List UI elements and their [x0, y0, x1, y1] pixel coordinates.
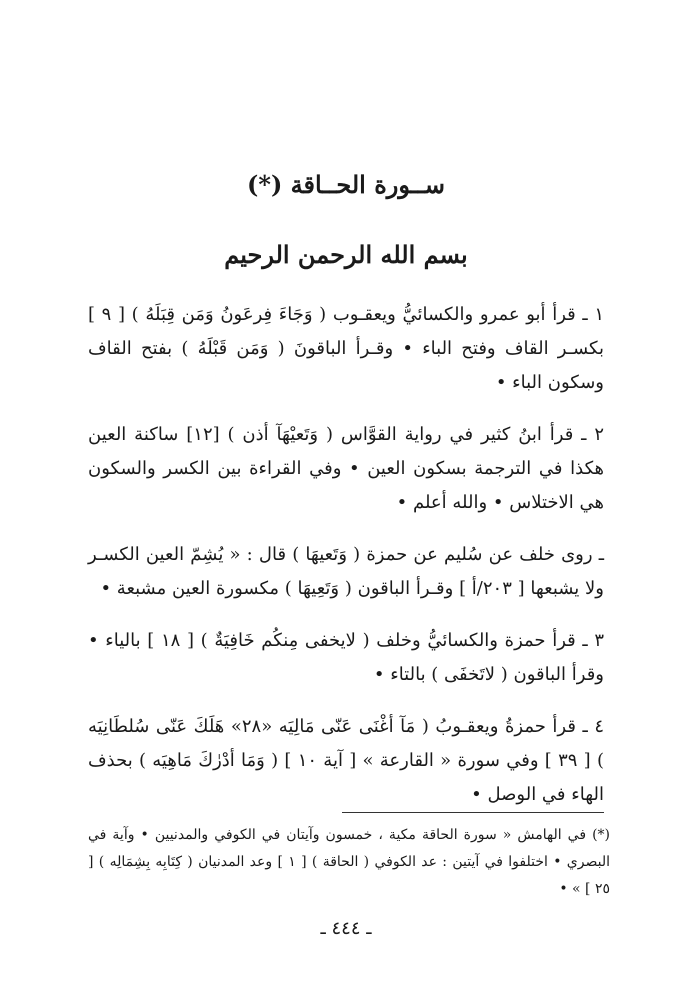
main-text	[88, 298, 604, 830]
basmala-heading: بسم الله الرحمن الرحيم	[224, 240, 468, 269]
footnote-divider	[342, 812, 604, 813]
paragraph-5: ٤ ـ قرأ حمزةُ ويعقـوبُ ( مَآ أغْنَى عَنّى مَالِيَه «٢٨» هَلَكَ عَنّى سُلطَانِيَه ) [ ٣٩ ] وفي سورة « القارعة » [ آية ١٠ ] ( وَمَا أدْرٰكَ مَاهِيَه ) بحذف الهاء في الوصل •	[88, 716, 605, 805]
paragraph-1: ١ ـ قرأ أبو عمرو والكسائيُّ ويعقـوب ( وَجَاءَ فِرعَونُ وَمَن قِبَلَهُ ) [ ٩ ] بكسـر القاف وفتح الباء • وقـرأ الباقونَ ( وَمَن قَبْلَهُ ) بفتح القاف وسكون الباء •	[88, 304, 604, 393]
paragraph-2: ٢ ـ قرأ ابنُ كثير في رواية القوَّاس ( وَتَعيْهَآ أذن ) [١٢] ساكنة العين هكذا في الترجمة بسكون العين • وفي القراءة بين الكسر والسكون هي الاختلاس • والله أعلم •	[88, 424, 604, 513]
paragraph-4: ٣ ـ قرأ حمزة والكسائيُّ وخلف ( لايخفى مِنكُم خَافِيَةٌ ) [ ١٨ ] بالياء • وقرأ الباقون ( لاتَخفَى ) بالتاء •	[88, 630, 604, 685]
paragraph-3: ـ روى خلف عن سُليم عن حمزة ( وَتَعيهَا ) قال : « يُشِمّ العين الكسـر ولا يشبعها [ ٢٠٣/أ ] وقـرأ الباقون ( وَتَعِيهَا ) مكسورة العين مشبعة •	[88, 544, 604, 599]
page-number: ـ ٤٤٤ ـ	[320, 918, 372, 939]
footnote: (*) في الهامش « سورة الحاقة مكية ، خمسون وآيتان في الكوفي والمدنيين • وآية في البصري • اختلفوا في آيتين : عد الكوفي ( الحاقة ) [ ١ ] وعد المدنيان ( كِتَابِه بِشِمَالِه ) [ ٢٥ ] » •	[88, 827, 610, 897]
surah-title: ســورة الحــاقة (*)	[247, 170, 445, 199]
